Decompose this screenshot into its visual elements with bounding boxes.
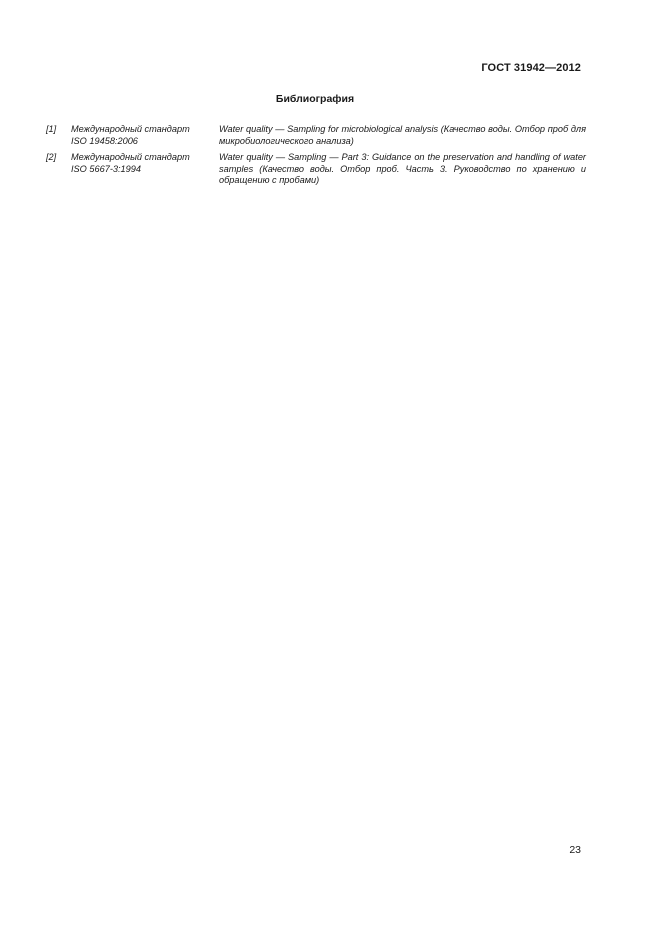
entry-source-code: ISO 5667-3:1994 [71, 163, 141, 174]
entry-number: [2] [46, 152, 57, 163]
document-code: ГОСТ 31942—2012 [481, 62, 581, 74]
bibliography-entry [46, 124, 586, 147]
entry-title: Water quality — Sampling — Part 3: Guidance on the preservation and handling of water samples (Качество воды. Отбор проб. Часть 3. Руководство по хранению и обращению с пробами) [219, 152, 586, 186]
entry-source-code: ISO 19458:2006 [71, 135, 138, 146]
entry-source [71, 152, 219, 187]
bibliography-list [46, 124, 586, 192]
entry-source-type: Международный стандарт [71, 124, 190, 134]
section-title: Библиография [275, 93, 355, 105]
entry-source-type: Международный стандарт [71, 152, 190, 163]
entry-title: Water quality — Sampling for microbiological analysis (Качество воды. Отбор проб для микробиологического анализа) [219, 124, 586, 146]
entry-source [71, 124, 219, 147]
bibliography-entry [46, 152, 586, 187]
page-number: 23 [569, 844, 581, 856]
entry-number: [1] [46, 124, 57, 134]
